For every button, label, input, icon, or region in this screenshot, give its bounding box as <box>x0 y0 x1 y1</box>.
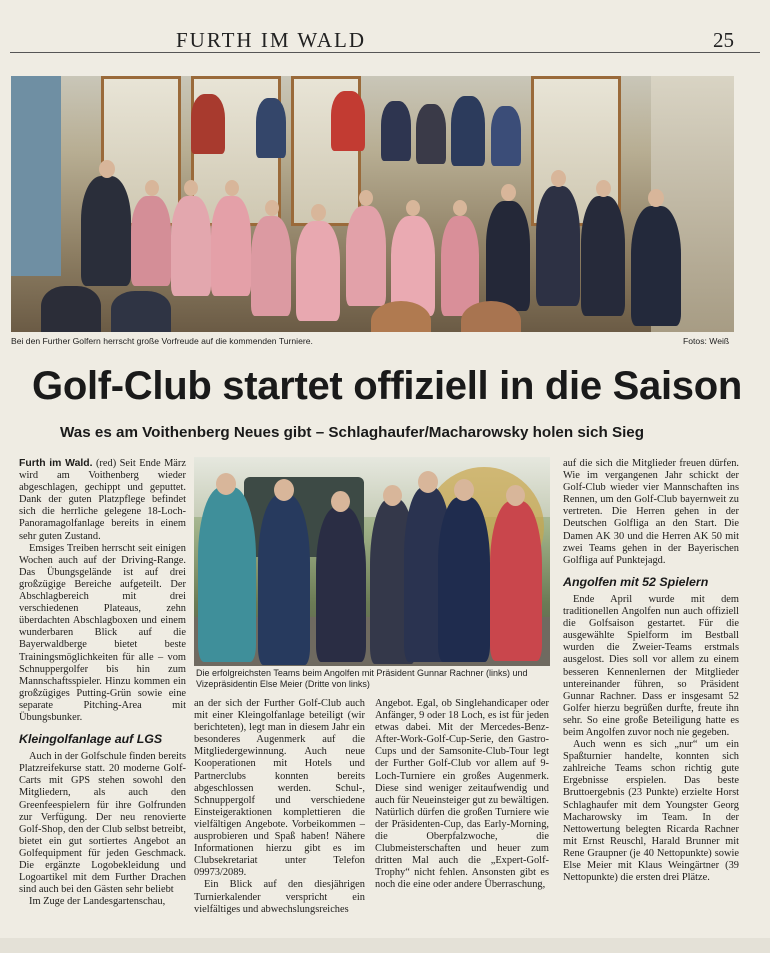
section-heading: Kleingolfanlage auf LGS <box>19 732 163 747</box>
article-column-1 <box>19 458 186 908</box>
group-photo <box>11 76 734 332</box>
paragraph: Emsiges Treiben herrscht seit einigen Wochen auch auf der Driving-Range. Das Übungsgelände ist auf drei großzügige Bereiche aufgeteilt. Der Abschlagbereich mit drei verschiedenen Plateaus, zehn überdachten Abschlagboxen und einem wunderbaren Blick auf die Bayerwaldberge bietet beste Trainingsmöglichkeiten für alle – vom Schnuppergolfer bis hin zum Mannschaftsspieler. Hinzu kommen ein großzügiges Putting-Grün sowie eine separate Pitching-Area mit Übungsbunker. <box>19 542 186 723</box>
paragraph-text: (red) Seit Ende März wird am Voithenberg wieder abgeschlagen, gechippt und geputtet. Dank der guten Platzpflege befindet sich die herrliche gelegene 18-Loch-Panoramagolfanlage bereits in einem sehr guten Zustand. <box>19 458 186 542</box>
photo-painting <box>11 76 61 276</box>
photo-person <box>211 196 251 296</box>
photo-head <box>453 200 467 216</box>
paragraph <box>19 458 186 543</box>
paragraph: auf die sich die Mitglieder freuen dürfen. Wie im vergangenen Jahr schickt der Golf-Club wieder vier Mannschaften ins Rennen, um den Golf-Club bayernweit zu vertreten. Die Herren gehen in der Deutschen Golfliga an den Start. Die Damen AK 30 und die Herren AK 50 mit zwei Teams gehen in der Bayerischen Golfliga auf Punktejagd. <box>563 458 739 566</box>
photo-head <box>648 189 664 207</box>
paragraph: Angebot. Egal, ob Singlehandicaper oder Anfänger, 9 oder 18 Loch, es ist für jeden etwas dabei. Mit der Mercedes-Benz-After-Work-Golf-Cup-Serie, den Gastro-Cups und der Samsonite-Club-Tour legt der Further Golf-Club vor allem auf 9-Loch-Turniere ein großes Augenmerk. Diese sind weniger zeitaufwendig und auch für Neueinsteiger gut zu bewältigen. Natürlich dürfen die großen Turniere wie der Präsidenten-Cup, das Early-Morning, die Oberpfalzwoche, die Clubmeisterschaften und heuer zum dritten Mal auch die „Expert-Golf-Trophy“ nicht fehlen. Ansonsten gibt es noch die eine oder andere Überraschung, <box>375 698 549 891</box>
photo-head <box>596 180 611 197</box>
photo-person <box>581 196 625 316</box>
photo-head <box>406 200 420 216</box>
photo-head <box>331 491 350 512</box>
photo-person <box>111 291 171 332</box>
photo-credit: Fotos: Weiß <box>683 336 730 346</box>
paragraph: Auch wenn es sich „nur“ um ein Spaßturnier handelte, konnten sich zahlreiche Teams schon richtig gute Ergebnisse erspielen. Das beste Bruttoergebnis (23 Punkte) erzielte Horst Schlaghaufer mit dem Youngster Georg Macharowsky im Team. In der Nettowertung belegten Ricarda Rachner mit Ernst Reuschl, Harald Brunner mit Rene Graupner (je 40 Nettopunkte) sowie Else Meier mit Klaus Weingärtner (39 Nettopunkte) die ersten drei Plätze. <box>563 739 739 884</box>
photo-person <box>631 206 681 326</box>
photo-person <box>131 196 171 286</box>
photo-person <box>41 286 101 332</box>
photo-head <box>359 190 373 206</box>
photo-person <box>346 206 386 306</box>
photo-head <box>99 160 115 178</box>
photo-person <box>171 196 211 296</box>
photo-person <box>416 104 446 164</box>
photo-person <box>251 216 291 316</box>
photo-person <box>316 507 366 662</box>
teams-photo <box>194 457 550 666</box>
photo-person <box>296 221 340 321</box>
page-number: 25 <box>713 28 734 52</box>
article-column-2 <box>194 698 365 916</box>
photo-person <box>81 176 131 286</box>
photo-head <box>311 204 326 221</box>
paragraph: Im Zuge der Landesgartenschau, <box>29 896 166 908</box>
article-column-3 <box>375 698 549 892</box>
article-column-4 <box>563 458 739 884</box>
dateline: Furth im Wald. <box>19 458 93 469</box>
photo-person <box>451 96 485 166</box>
paragraph: Ende April wurde mit dem traditionellen Angolfen nun auch offiziell die Golfsaison gestartet. Für die ausgewählte Spielform im Bestball wurden die Zweier-Teams erstmals ausgelost. Dies soll vor allem zu einem besseren Kennenlernen der Mitglieder untereinander führen, so Präsident Gunnar Rachner. Dass er insgesamt 52 Golfer hierzu begrüßen durfte, freute ihn sehr. So eine große Beteiligung hatte es beim Angolfen zuvor noch nie gegeben. <box>563 593 739 738</box>
paragraph: Ein Blick auf den diesjährigen Turnierkalender verspricht ein vielfältiges und abwechslungsreiches <box>194 879 365 915</box>
paragraph: Auch in der Golfschule finden bereits Platzreifekurse statt. 20 moderne Golf-Carts mit GPS stehen sowohl den Mitgliedern, als auch den Greenfeespielern für ihre Golfrunden zur Verfügung. Der neu renovierte Golf-Shop, den der Club selbst betreibt, bietet ein gut sortiertes Angebot an Golfequipment für jeden Geschmack. Die ergänzte Logobekleidung und Logoartikel mit dem Further Drachen sind auch bei den Gästen sehr beliebt <box>19 751 186 896</box>
photo-head <box>274 479 294 501</box>
photo-person <box>486 201 530 311</box>
photo-head <box>506 485 525 506</box>
photo-person <box>258 495 310 665</box>
photo-head <box>454 479 474 501</box>
photo-person <box>438 497 490 662</box>
photo-head <box>145 180 159 196</box>
photo-person <box>441 216 479 316</box>
paragraph: an der sich der Further Golf-Club auch mit einer Kleingolfanlage beteiligt (wir berichteten), legt man in diesem Jahr ein besonderes Augenmerk auf die Mitgliedergewinnung. Auch neue Kooperationen mit Hotels und Partnerclubs konnten bereits abgeschlossen werden. Schul-, Schnuppergolf und verschiedene Einsteigeraktionen komplettieren die vielfältigen Angebote. Vorbeikommen – ausprobieren und Spaß haben! Nähere Informationen hierzu gibt es im Clubsekretariat unter Telefon 09973/2089. <box>194 698 365 879</box>
teams-photo-caption: Die erfolgreichsten Teams beim Angolfen mit Präsident Gunnar Rachner (links) und Vizepräsidentin Else Meier (Dritte von links) <box>196 668 528 689</box>
photo-head <box>225 180 239 196</box>
photo-person <box>381 101 411 161</box>
photo-person <box>536 186 580 306</box>
photo-person <box>491 106 521 166</box>
photo-head <box>184 180 198 196</box>
photo-head <box>265 200 279 216</box>
header-rule <box>10 52 760 53</box>
photo-person <box>490 501 542 661</box>
photo-head <box>501 184 516 201</box>
page-header <box>0 28 770 58</box>
photo-person <box>198 487 256 662</box>
headline: Golf-Club startet offiziell in die Saison <box>32 364 742 408</box>
photo-head <box>418 471 438 493</box>
subheadline: Was es am Voithenberg Neues gibt – Schlaghaufer/Macharowsky holen sich Sieg <box>60 424 645 441</box>
photo-person <box>256 98 286 158</box>
top-photo-caption: Bei den Further Golfern herrscht große Vorfreude auf die kommenden Turniere. <box>11 336 313 346</box>
photo-head <box>383 485 402 506</box>
section-heading: Angolfen mit 52 Spielern <box>563 574 709 589</box>
photo-person <box>191 94 225 154</box>
photo-head <box>216 473 236 495</box>
page-bottom-edge <box>0 938 770 953</box>
photo-head <box>551 170 566 187</box>
section-title: FURTH IM WALD <box>176 28 367 52</box>
photo-person <box>331 91 365 151</box>
